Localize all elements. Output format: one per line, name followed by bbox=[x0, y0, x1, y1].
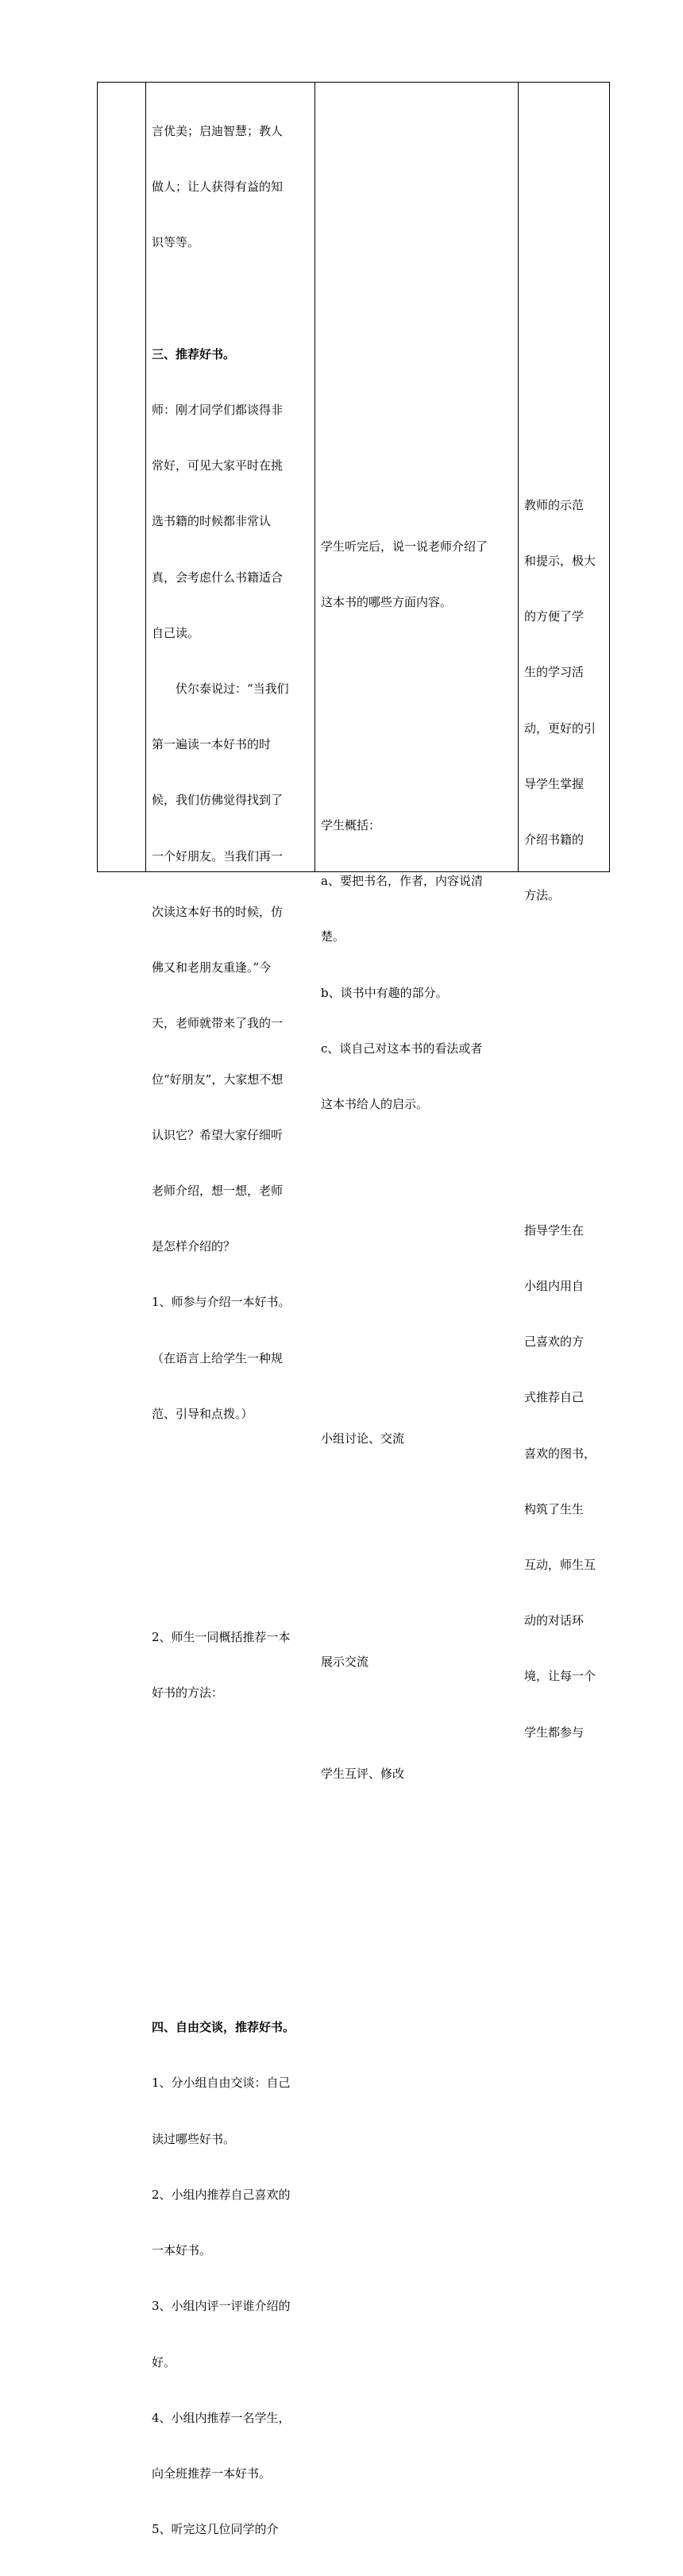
text-line: 自己读。 bbox=[152, 625, 200, 640]
text-line: 2、小组内推荐自己喜欢的 bbox=[152, 2187, 291, 2202]
text-line: 老师介绍，想一想，老师 bbox=[152, 1183, 284, 1198]
text-line: 小组讨论、交流 bbox=[321, 1431, 405, 1446]
text-line: 3、小组内评一评谁介绍的 bbox=[152, 2299, 291, 2314]
text-line: 教师的示范 bbox=[524, 497, 585, 512]
text-line: 楚。 bbox=[321, 929, 345, 944]
text-line bbox=[152, 289, 295, 307]
text-line bbox=[524, 1054, 596, 1072]
text-line bbox=[152, 1907, 295, 1925]
text-line: 第一遍读一本好书的时 bbox=[152, 737, 272, 752]
text-line: 伏尔泰说过：“当我们 bbox=[152, 682, 289, 696]
text-line: 5、听完这几位同学的介 bbox=[152, 2522, 279, 2537]
text-line bbox=[321, 1597, 488, 1616]
text-line: 学生都参与 bbox=[524, 1724, 585, 1740]
text-line: 读过哪些好书。 bbox=[152, 2131, 236, 2146]
text-line: 2、师生一同概括推荐一本 bbox=[152, 1629, 291, 1644]
text-line: 和提示，极大 bbox=[524, 554, 596, 569]
text-line: 做人；让人获得有益的知 bbox=[152, 180, 284, 195]
column-divider bbox=[314, 83, 315, 871]
text-line: 次读这本好书的时候，仿 bbox=[152, 904, 284, 919]
text-line bbox=[321, 1263, 488, 1281]
text-line: 动，更好的引 bbox=[524, 720, 596, 736]
text-line: 介绍书籍的 bbox=[524, 832, 585, 848]
text-line bbox=[152, 1795, 295, 1813]
text-line: 导学生掌握 bbox=[524, 776, 585, 791]
student-activity-column bbox=[321, 500, 488, 1821]
text-line bbox=[321, 761, 488, 779]
text-line: 常好，可见大家平时在挑 bbox=[152, 458, 284, 473]
text-line: 好。 bbox=[152, 2354, 176, 2369]
text-line: 的方便了学 bbox=[524, 609, 585, 624]
text-line: 一个好朋友。当我们再一 bbox=[152, 848, 284, 863]
text-line bbox=[152, 1573, 295, 1591]
text-line: 是怎样介绍的？ bbox=[152, 1239, 236, 1254]
text-line bbox=[321, 705, 488, 723]
text-line: 学生听完后，说一说老师介绍了 bbox=[321, 539, 488, 554]
text-line: 学生概括： bbox=[321, 817, 381, 832]
column-divider bbox=[145, 83, 146, 871]
text-line: 境，让每一个 bbox=[524, 1669, 596, 1684]
text-line bbox=[152, 1852, 295, 1870]
text-line: 1、分小组自由交谈：自己 bbox=[152, 2076, 291, 2091]
text-line: 认识它？希望大家仔细听 bbox=[152, 1127, 284, 1142]
text-line: 4、小组内推荐一名学生， bbox=[152, 2410, 291, 2425]
text-line bbox=[321, 1207, 488, 1225]
lesson-plan-table bbox=[97, 82, 610, 2537]
text-line: 式推荐自己 bbox=[524, 1390, 585, 1405]
text-line: 真，会考虑什么书籍适合 bbox=[152, 570, 284, 585]
text-line bbox=[524, 943, 596, 961]
teaching-process-column bbox=[152, 85, 295, 2576]
text-line bbox=[152, 1461, 295, 1479]
text-line: 动的对话环 bbox=[524, 1613, 585, 1628]
text-line: 候，我们仿佛觉得找到了 bbox=[152, 793, 284, 808]
text-line: 生的学习活 bbox=[524, 665, 585, 680]
text-line bbox=[321, 1374, 488, 1392]
text-line bbox=[152, 1740, 295, 1758]
text-line: 己喜欢的方 bbox=[524, 1334, 585, 1350]
text-line: 小组内用自 bbox=[524, 1278, 585, 1293]
text-line bbox=[524, 1165, 596, 1184]
text-line: 互动，师生互 bbox=[524, 1557, 596, 1572]
design-intent-column bbox=[524, 459, 596, 1779]
text-line: 好书的方法： bbox=[152, 1685, 224, 1700]
text-line bbox=[321, 1486, 488, 1504]
text-line: 识等等。 bbox=[152, 235, 200, 250]
text-line bbox=[152, 1963, 295, 1981]
text-line: 展示交流 bbox=[321, 1655, 369, 1670]
text-line: 一本好书。 bbox=[152, 2243, 212, 2258]
text-line: 方法。 bbox=[524, 888, 561, 903]
text-line bbox=[321, 649, 488, 667]
text-line: 位“好朋友”，大家想不想 bbox=[152, 1072, 284, 1087]
text-line: c、谈自己对这本书的看法或者 bbox=[321, 1041, 483, 1056]
text-line: 选书籍的时候都非常认 bbox=[152, 514, 272, 529]
text-line: 天，老师就带来了我的一 bbox=[152, 1016, 284, 1031]
column-divider bbox=[518, 83, 519, 871]
text-line: 佛又和老朋友重逢。”今 bbox=[152, 960, 272, 975]
text-line: 范、引导和点拨。） bbox=[152, 1406, 253, 1421]
text-line bbox=[321, 1319, 488, 1337]
text-line: 这本书给人的启示。 bbox=[321, 1097, 429, 1111]
text-line bbox=[524, 998, 596, 1017]
text-line: 指导学生在 bbox=[524, 1222, 585, 1238]
text-line: 向全班推荐一本好书。 bbox=[152, 2466, 272, 2481]
text-line: 师：刚才同学们都谈得非 bbox=[152, 402, 284, 417]
section-heading: 三、推荐好书。 bbox=[152, 346, 236, 361]
text-line: b、谈书中有趣的部分。 bbox=[321, 985, 448, 1000]
text-line: 这本书的哪些方面内容。 bbox=[321, 595, 453, 610]
text-line bbox=[524, 1110, 596, 1128]
text-line bbox=[321, 1151, 488, 1169]
text-line: 学生互评、修改 bbox=[321, 1766, 405, 1781]
text-line: （在语言上给学生一种规 bbox=[152, 1350, 284, 1365]
text-line bbox=[321, 1709, 488, 1727]
text-line: 构筑了生生 bbox=[524, 1501, 585, 1516]
text-line: 喜欢的图书， bbox=[524, 1446, 596, 1461]
text-line: 1、师参与介绍一本好书。 bbox=[152, 1295, 291, 1310]
section-heading: 四、自由交谈，推荐好书。 bbox=[152, 2020, 295, 2035]
text-line bbox=[152, 1516, 295, 1535]
text-line: a、要把书名，作者，内容说清 bbox=[321, 874, 483, 889]
text-line bbox=[321, 1542, 488, 1560]
text-line: 言优美；启迪智慧；教人 bbox=[152, 123, 284, 138]
